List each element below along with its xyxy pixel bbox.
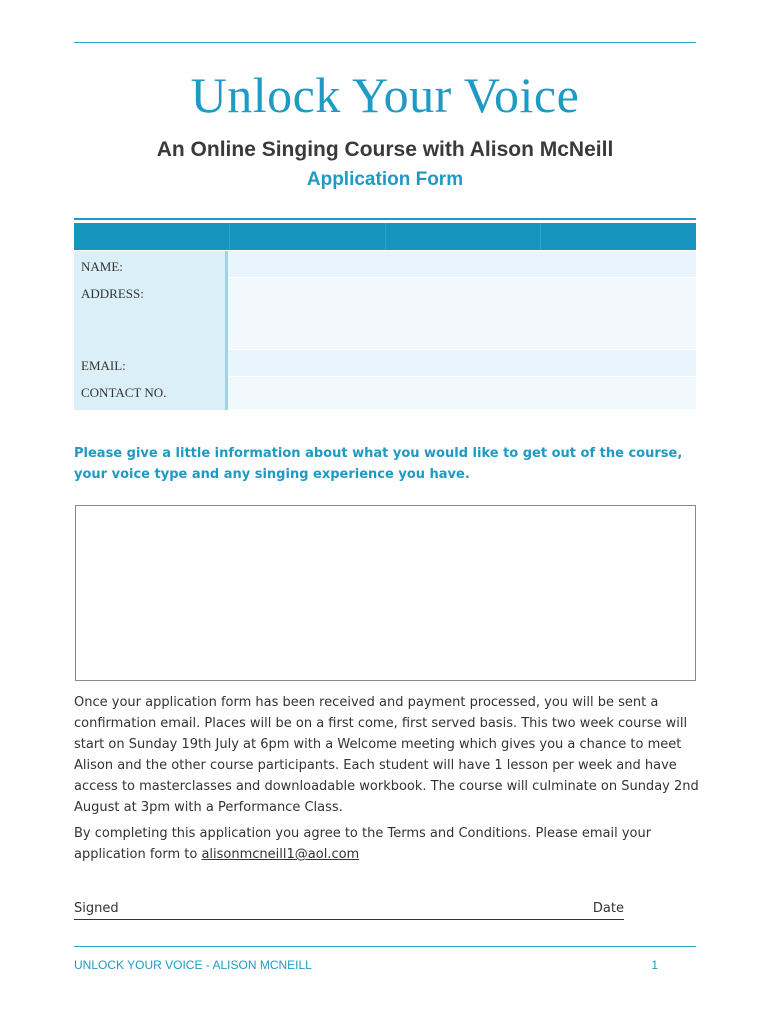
email-link[interactable]: alisonmcneill1@aol.com [201, 847, 360, 862]
contact-row [74, 377, 696, 410]
email-label: EMAIL: [74, 350, 228, 377]
name-label: NAME: [74, 251, 228, 278]
experience-textarea[interactable] [75, 505, 696, 681]
contact-label: CONTACT NO. [74, 377, 228, 410]
signed-label: Signed [74, 901, 119, 916]
name-field[interactable] [228, 251, 696, 278]
table-header-cell [386, 223, 542, 250]
info-prompt: Please give a little information about what you would like to get out of the course, your voice type and any singing experience you have. [74, 446, 683, 482]
footer-text: UNLOCK YOUR VOICE - ALISON MCNEILL [74, 958, 312, 972]
table-header-cell [541, 223, 696, 250]
address-field[interactable] [228, 278, 696, 350]
terms-text: By completing this application you agree to the Terms and Conditions. Please email your application form to [74, 826, 652, 862]
address-label: ADDRESS: [74, 278, 228, 350]
table-header-cell [74, 223, 230, 250]
info-paragraph: Once your application form has been received and payment processed, you will be sent a confirmation email. Places will be on a first come, first served basis. This two week course will start on Sunday 19th July at 6pm with a Welcome meeting which gives you a chance to meet Alison and the other course participants. Each student will have 1 lesson per week and have access to masterclasses and downloadable workbook. The course will culminate on Sunday 2nd August at 3pm with a Performance Class. [74, 695, 699, 815]
page-title: Unlock Your Voice [190, 67, 580, 123]
table-top-border [74, 218, 696, 220]
page-number: 1 [651, 958, 658, 972]
email-row [74, 350, 696, 377]
terms-paragraph [74, 823, 704, 865]
form-title: Application Form [306, 169, 464, 190]
page-subtitle: An Online Singing Course with Alison McNeill [156, 138, 614, 161]
contact-field[interactable] [228, 377, 696, 410]
footer-rule [74, 946, 696, 947]
address-row [74, 278, 696, 350]
email-field[interactable] [228, 350, 696, 377]
table-header-cell [230, 223, 386, 250]
top-rule [74, 42, 696, 43]
name-row [74, 251, 696, 278]
signature-line[interactable] [74, 900, 624, 920]
table-header [74, 223, 696, 250]
date-label: Date [592, 901, 624, 916]
